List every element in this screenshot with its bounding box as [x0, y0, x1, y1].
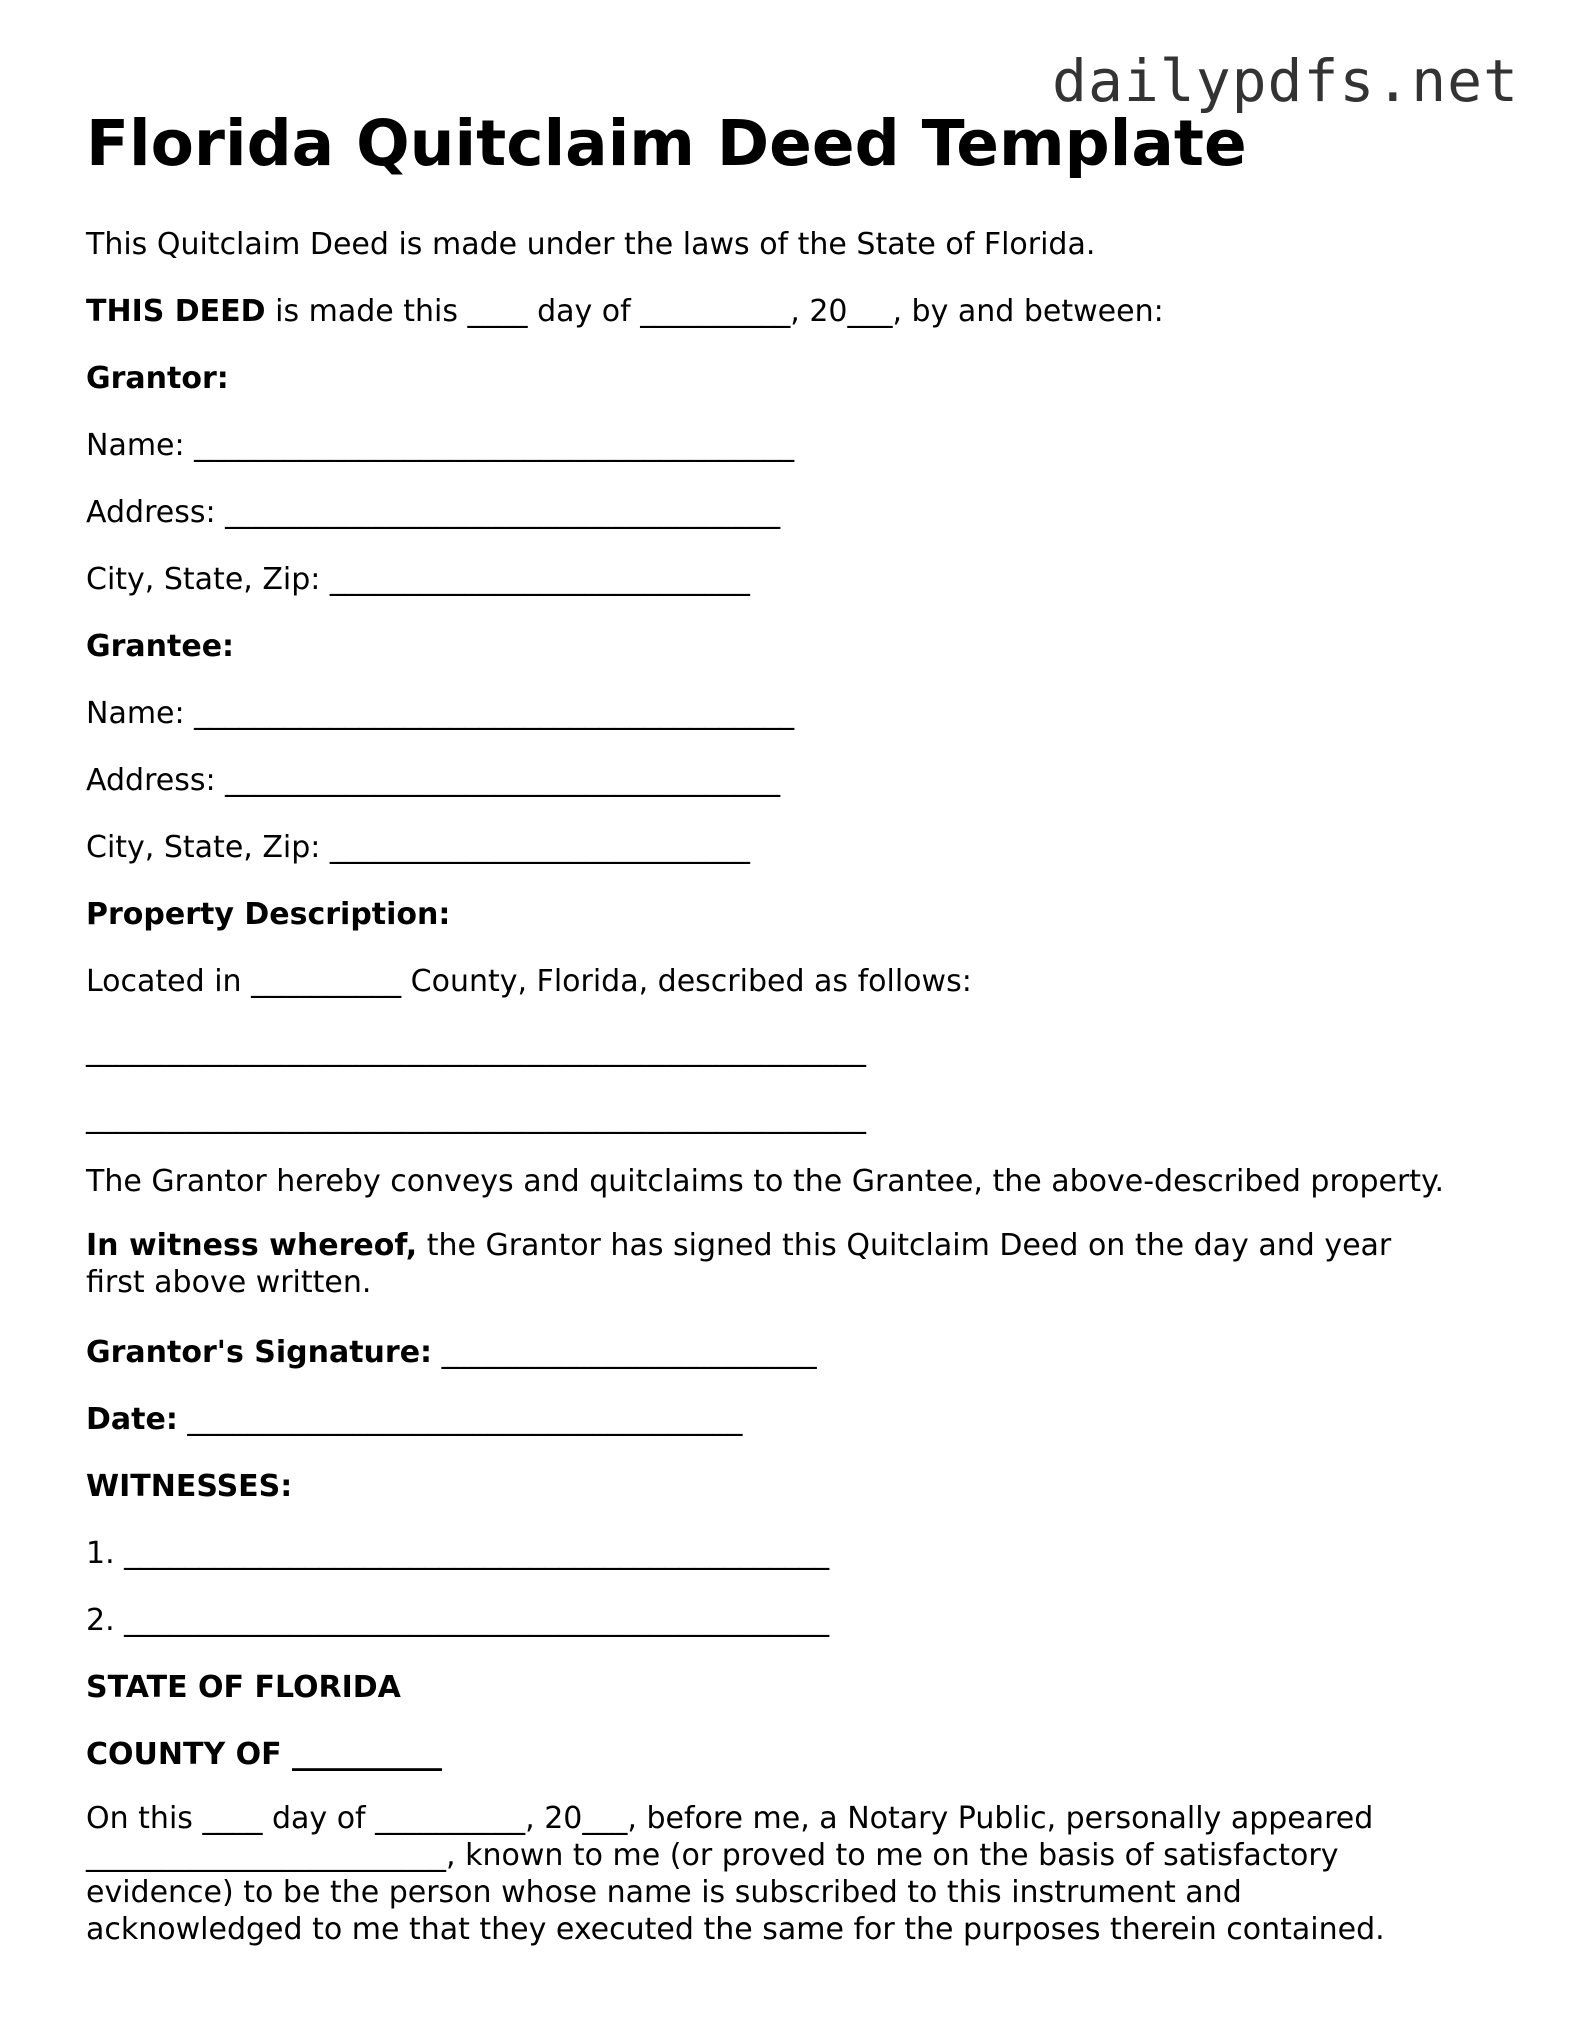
notary-paragraph — [86, 1800, 1385, 1948]
property-description-line-2[interactable]: ____________________________________________________ — [86, 1100, 866, 1135]
grantor-city-state-zip-field[interactable]: City, State, Zip: ____________________________ — [86, 562, 750, 597]
grantee-city-state-zip-field[interactable]: City, State, Zip: ____________________________ — [86, 830, 750, 865]
county-heading[interactable]: COUNTY OF __________ — [86, 1737, 443, 1772]
conveyance-text: The Grantor hereby conveys and quitclaims to the Grantee, the above-described property. — [86, 1164, 1445, 1199]
date-blank[interactable]: _____________________________________ — [177, 1402, 743, 1437]
page-title: Florida Quitclaim Deed Template — [86, 107, 1247, 180]
state-heading: STATE OF FLORIDA — [86, 1670, 401, 1705]
grantee-address-field[interactable]: Address: _____________________________________ — [86, 763, 781, 798]
deed-lead: THIS DEED — [86, 294, 266, 329]
grantor-heading: Grantor: — [86, 361, 229, 396]
grantee-name-field[interactable]: Name: ________________________________________ — [86, 696, 795, 731]
witness-clause-rest: the Grantor has signed this Quitclaim Deed on the day and year — [417, 1228, 1392, 1263]
notary-line-2: ________________________, known to me (or proved to me on the basis of satisfactory — [86, 1838, 1339, 1873]
deed-line — [86, 294, 1164, 329]
signature-label: Grantor's Signature: — [86, 1335, 433, 1370]
witness-clause-line2: first above written. — [86, 1265, 372, 1300]
witness-2-field[interactable]: 2. _______________________________________________ — [86, 1603, 830, 1638]
intro-text: This Quitclaim Deed is made under the laws of the State of Florida. — [86, 227, 1096, 262]
grantee-heading: Grantee: — [86, 629, 235, 664]
grantor-signature-field[interactable] — [86, 1335, 817, 1370]
property-county-field[interactable]: Located in __________ County, Florida, described as follows: — [86, 964, 972, 999]
signature-blank[interactable]: _________________________ — [432, 1335, 817, 1370]
date-field[interactable] — [86, 1402, 743, 1437]
notary-line-1: On this ____ day of __________, 20___, before me, a Notary Public, personally appeared — [86, 1801, 1374, 1836]
witnesses-heading: WITNESSES: — [86, 1469, 293, 1504]
property-description-line-1[interactable]: ____________________________________________________ — [86, 1033, 866, 1068]
notary-line-3: evidence) to be the person whose name is subscribed to this instrument and — [86, 1875, 1242, 1910]
watermark: dailypdfs.net — [1052, 47, 1519, 115]
grantor-address-field[interactable]: Address: _____________________________________ — [86, 495, 781, 530]
witness-clause-lead: In witness whereof, — [86, 1228, 418, 1263]
grantor-name-field[interactable]: Name: ________________________________________ — [86, 428, 795, 463]
property-heading: Property Description: — [86, 897, 451, 932]
date-label: Date: — [86, 1402, 178, 1437]
witness-1-field[interactable]: 1. _______________________________________________ — [86, 1536, 830, 1571]
witness-clause — [86, 1227, 1391, 1301]
deed-rest: is made this ____ day of __________, 20___, by and between: — [265, 294, 1164, 329]
notary-line-4: acknowledged to me that they executed the same for the purposes therein contained. — [86, 1912, 1385, 1947]
